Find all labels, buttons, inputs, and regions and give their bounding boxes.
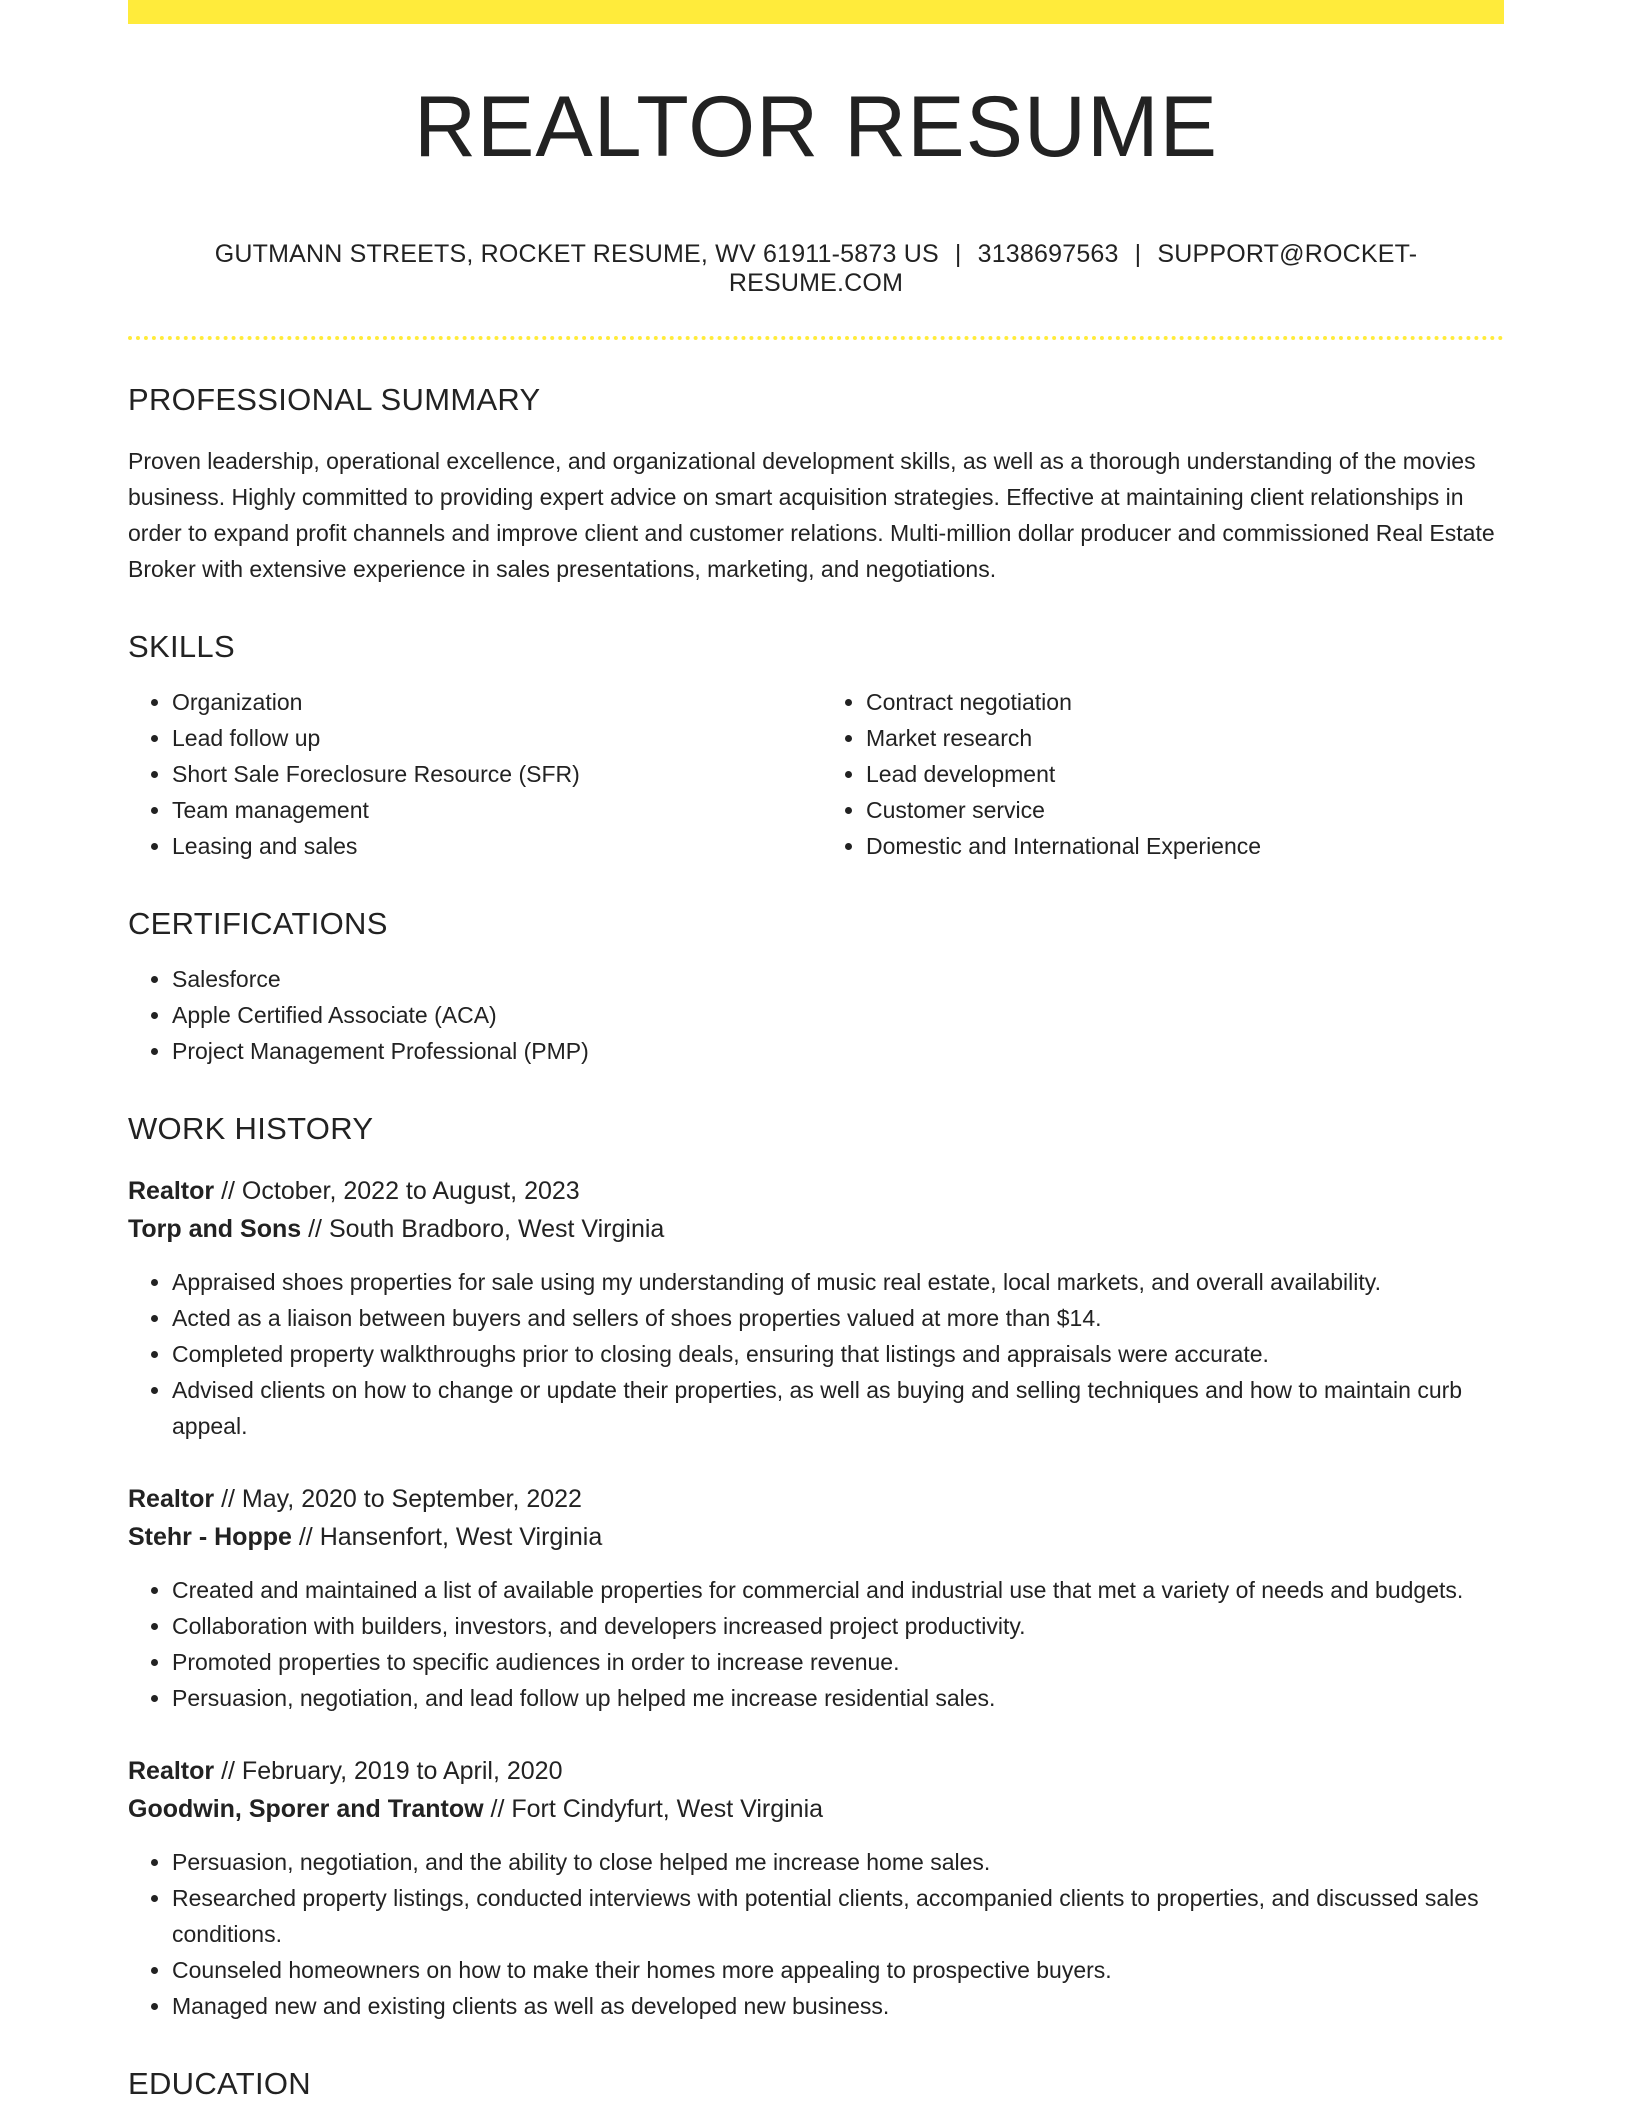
job-company-line <box>128 1210 1504 1248</box>
skill-item: • Market research <box>866 720 1504 756</box>
job-bullet: • Persuasion, negotiation, and the ability to close helped me increase home sales. <box>172 1844 1504 1880</box>
job-bullet: • Counseled homeowners on how to make their homes more appealing to prospective buyers. <box>172 1952 1504 1988</box>
job-bullet: • Acted as a liaison between buyers and sellers of shoes properties valued at more than $14. <box>172 1300 1504 1336</box>
skills-list-left <box>128 684 816 864</box>
section-heading-summary: PROFESSIONAL SUMMARY <box>128 382 541 417</box>
job-bullet: • Advised clients on how to change or update their properties, as well as buying and selling techniques and how to maintain curb appeal. <box>172 1372 1504 1444</box>
section-heading-certifications: CERTIFICATIONS <box>128 906 388 941</box>
job-bullet: • Appraised shoes properties for sale using my understanding of music real estate, local markets, and overall availability. <box>172 1264 1504 1300</box>
job-company: Stehr - Hoppe <box>128 1523 292 1551</box>
summary-text: Proven leadership, operational excellence, and organizational development skills, as well as a thorough understanding of the movies business. Highly committed to providing expert advice on smart acquisition strategies. Effective at maintaining client relationships in order to expand profit channels and improve client and customer relations. Multi-million dollar producer and commissioned Real Estate Broker with extensive experience in sales presentations, marketing, and negotiations. <box>128 448 1495 582</box>
job-company-line <box>128 1790 1504 1828</box>
job-location: // South Bradboro, West Virginia <box>301 1215 665 1243</box>
skills-list-right <box>816 684 1504 864</box>
job-bullet: • Completed property walkthroughs prior to closing deals, ensuring that listings and appraisals were accurate. <box>172 1336 1504 1372</box>
job-bullet: • Managed new and existing clients as well as developed new business. <box>172 1988 1504 2024</box>
job-bullet: • Researched property listings, conducted interviews with potential clients, accompanied clients to properties, and discussed sales conditions. <box>172 1880 1504 1952</box>
job-title: Realtor <box>128 1757 215 1785</box>
job-entry <box>128 1172 1504 1444</box>
job-company: Goodwin, Sporer and Trantow <box>128 1795 484 1823</box>
skill-item: • Contract negotiation <box>866 684 1504 720</box>
job-location: // Hansenfort, West Virginia <box>291 1523 603 1551</box>
section-heading-work-history: WORK HISTORY <box>128 1111 374 1146</box>
skills-grid <box>128 684 1504 864</box>
job-title-line <box>128 1172 1504 1210</box>
certification-item: • Apple Certified Associate (ACA) <box>172 997 1504 1033</box>
resume-title: REALTOR RESUME <box>413 79 1219 175</box>
job-dates: // October, 2022 to August, 2023 <box>214 1177 580 1205</box>
contact-separator: | <box>1134 240 1142 268</box>
accent-top-bar <box>128 0 1504 24</box>
section-heading-skills: SKILLS <box>128 629 235 664</box>
certification-item: • Salesforce <box>172 961 1504 997</box>
job-title: Realtor <box>128 1485 215 1513</box>
section-heading-education: EDUCATION <box>128 2066 311 2101</box>
skill-item: • Lead development <box>866 756 1504 792</box>
job-bullet: • Persuasion, negotiation, and lead follow up helped me increase residential sales. <box>172 1680 1504 1716</box>
contact-address: GUTMANN STREETS, ROCKET RESUME, WV 61911-5873 US <box>214 240 939 268</box>
skill-item: • Organization <box>172 684 816 720</box>
job-company-line <box>128 1518 1504 1556</box>
contact-line <box>128 240 1504 298</box>
skill-item: • Lead follow up <box>172 720 816 756</box>
skill-item: • Short Sale Foreclosure Resource (SFR) <box>172 756 816 792</box>
contact-phone: 3138697563 <box>977 240 1119 268</box>
resume-page <box>128 0 1504 2099</box>
job-entry <box>128 1752 1504 2024</box>
skill-item: • Team management <box>172 792 816 828</box>
skill-item: • Customer service <box>866 792 1504 828</box>
job-bullet: • Promoted properties to specific audiences in order to increase revenue. <box>172 1644 1504 1680</box>
job-location: // Fort Cindyfurt, West Virginia <box>483 1795 824 1823</box>
job-title: Realtor <box>128 1177 215 1205</box>
job-bullets <box>128 1264 1504 1444</box>
contact-separator: | <box>954 240 962 268</box>
certifications-list <box>128 961 1504 1069</box>
job-title-line <box>128 1480 1504 1518</box>
job-bullets <box>128 1572 1504 1716</box>
skill-item: • Leasing and sales <box>172 828 816 864</box>
job-bullet: • Created and maintained a list of available properties for commercial and industrial use that met a variety of needs and budgets. <box>172 1572 1504 1608</box>
skill-item: • Domestic and International Experience <box>866 828 1504 864</box>
job-company: Torp and Sons <box>128 1215 302 1243</box>
certification-item: • Project Management Professional (PMP) <box>172 1033 1504 1069</box>
contact-email: SUPPORT@ROCKET-RESUME.COM <box>728 240 1418 297</box>
job-dates: // February, 2019 to April, 2020 <box>214 1757 563 1785</box>
job-bullets <box>128 1844 1504 2024</box>
job-dates: // May, 2020 to September, 2022 <box>214 1485 582 1513</box>
job-title-line <box>128 1752 1504 1790</box>
job-bullet: • Collaboration with builders, investors, and developers increased project productivity. <box>172 1608 1504 1644</box>
dotted-divider <box>128 336 1504 340</box>
job-entry <box>128 1480 1504 1716</box>
